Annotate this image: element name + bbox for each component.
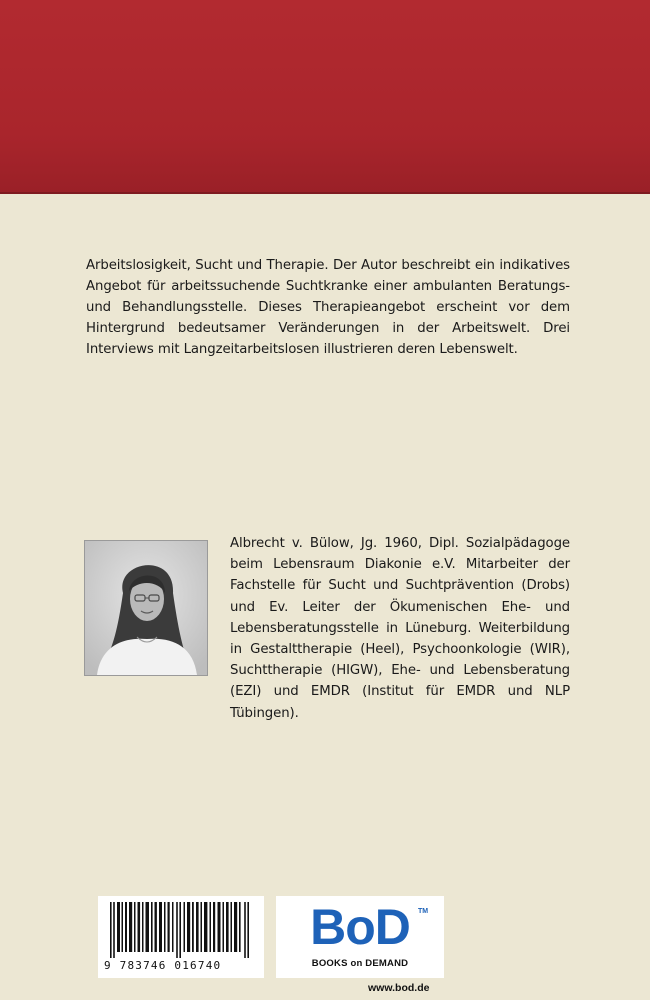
trademark-mark: TM bbox=[418, 908, 429, 915]
isbn-number: 9 783746 016740 bbox=[104, 959, 222, 972]
author-bio: Albrecht v. Bülow, Jg. 1960, Dipl. Sozialpädagoge beim Lebensraum Diakonie e.V. Mitarbeiter der Fachstelle für Sucht und Suchtprävention (Drobs) und Ev. Leiter der Ökumenischen Ehe- und Lebensberatungsstelle in Lüneburg. Weiterbildung in Gestalttherapie (Heel), Psychoonkologie (WIR), Suchttherapie (HIGW), Ehe- und Lebensberatung (EZI) und EMDR (Institut für EMDR und NLP Tübingen). bbox=[230, 536, 570, 721]
back-cover-blurb: Arbeitslosigkeit, Sucht und Therapie. Der Autor beschreibt ein indikatives Angebot für arbeitssuchende Suchtkranke einer ambulanten Beratungs- und Behandlungsstelle. Dieses Therapieangebot erscheint vor dem Hintergrund bedeutsamer Veränderungen in der Arbeitswelt. Drei Interviews mit Langzeitarbeitslosen illustrieren deren Lebenswelt. bbox=[86, 258, 570, 357]
author-portrait-image bbox=[85, 541, 207, 675]
bod-logo: BoD bbox=[310, 899, 410, 955]
publisher-logo-box bbox=[276, 896, 444, 978]
publisher-tagline: BOOKS on DEMAND bbox=[311, 958, 409, 969]
top-red-band bbox=[0, 0, 650, 194]
author-photo bbox=[84, 540, 208, 676]
barcode-bars bbox=[110, 902, 252, 958]
isbn-barcode bbox=[98, 896, 264, 978]
publisher-url: www.bod.de bbox=[368, 982, 430, 994]
